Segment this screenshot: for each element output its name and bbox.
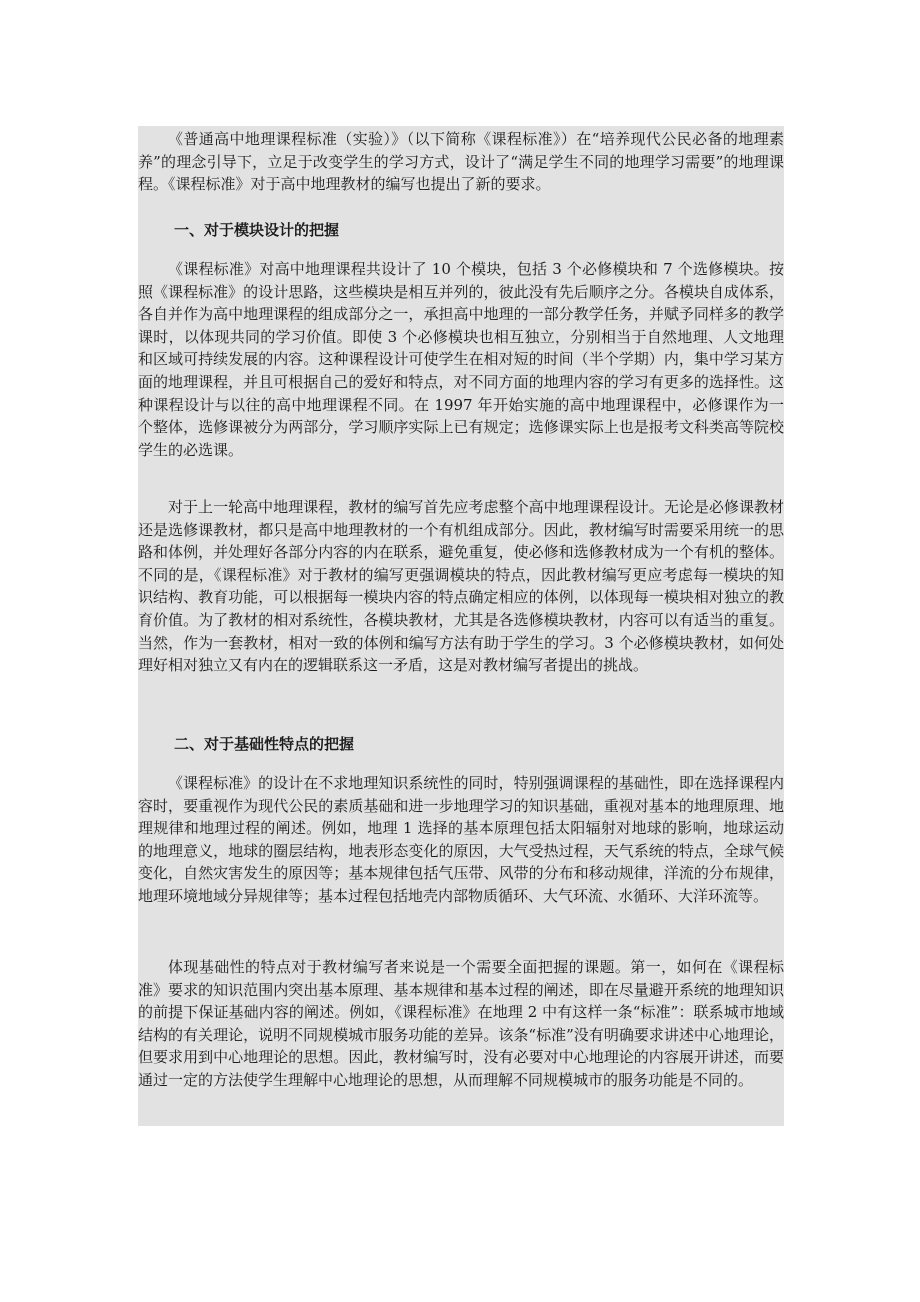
foundation-paragraph-2: 体现基础性的特点对于教材编写者来说是一个需要全面把握的课题。第一，如何在《课程标准》要求的知识范围内突出基本原理、基本规律和基本过程的阐述，即在尽量避开系统的地理知识的前提下保证基础内容的阐述。例如，《课程标准》在地理 2 中有这样一条“标准”：联系城市地域结构的有关理论，说明不同规模城市服务功能的差异。该条“标准”没有明确要求讲述中心地理论，但要求用到中心地理论的思想。因此，教材编写时，没有必要对中心地理论的内容展开讲述，而要通过一定的方法使学生理解中心地理论的思想，从而理解不同规模城市的服务功能是不同的。 — [138, 958, 784, 1089]
module-design-paragraph-1: 《课程标准》对高中地理课程共设计了 10 个模块，包括 3 个必修模块和 7 个选修模块。按照《课程标准》的设计思路，这些模块是相互并列的，彼此没有先后顺序之分。各模块自成体系，各自并作为高中地理课程的组成部分之一，承担高中地理的一部分教学任务，并赋予同样多的教学课时，以体现共同的学习价值。即使 3 个必修模块也相互独立，分别相当于自然地理、人文地理和区域可持续发展的内容。这种课程设计可使学生在相对短的时间（半个学期）内，集中学习某方面的地理课程，并且可根据自己的爱好和特点，对不同方面的地理内容的学习有更多的选择性。这种课程设计与以往的高中地理课程不同。在 1997 年开始实施的高中地理课程中，必修课作为一个整体，选修课被分为两部分，学习顺序实际上已有规定；选修课实际上也是报考文科类高等院校学生的必选课。 — [138, 260, 784, 459]
foundation-paragraph-1: 《课程标准》的设计在不求地理知识系统性的同时，特别强调课程的基础性，即在选择课程内容时，要重视作为现代公民的素质基础和进一步地理学习的知识基础，重视对基本的地理原理、地理规律和地理过程的阐述。例如，地理 1 选择的基本原理包括太阳辐射对地球的影响，地球运动的地理意义，地球的圈层结构，地表形态变化的原因，大气受热过程，天气系统的特点，全球气候变化，自然灾害发生的原因等；基本规律包括气压带、风带的分布和移动规律，洋流的分布规律，地理环境地域分异规律等；基本过程包括地壳内部物质循环、大气环流、水循环、大洋环流等。 — [138, 774, 784, 905]
document-body — [138, 126, 784, 1126]
section-heading-foundation: 二、对于基础性特点的把握 — [174, 735, 355, 753]
intro-paragraph: 《普通高中地理课程标准（实验）》（以下简称《课程标准》）在“培养现代公民必备的地理素养”的理念引导下，立足于改变学生的学习方式，设计了“满足学生不同的地理学习需要”的地理课程。《课程标准》对于高中地理教材的编写也提出了新的要求。 — [138, 130, 784, 194]
module-design-paragraph-2: 对于上一轮高中地理课程，教材的编写首先应考虑整个高中地理课程设计。无论是必修课教材还是选修课教材，都只是高中地理教材的一个有机组成部分。因此，教材编写时需要采用统一的思路和体例，并处理好各部分内容的内在联系，避免重复，使必修和选修教材成为一个有机的整体。不同的是，《课程标准》对于教材的编写更强调模块的特点，因此教材编写更应考虑每一模块的知识结构、教育功能，可以根据每一模块内容的特点确定相应的体例，以体现每一模块相对独立的教育价值。为了教材的相对系统性，各模块教材，尤其是各选修模块教材，内容可以有适当的重复。当然，作为一套教材，相对一致的体例和编写方法有助于学生的学习。3 个必修模块教材，如何处理好相对独立又有内在的逻辑联系这一矛盾，这是对教材编写者提出的挑战。 — [138, 498, 784, 675]
section-heading-module-design: 一、对于模块设计的把握 — [174, 221, 340, 239]
